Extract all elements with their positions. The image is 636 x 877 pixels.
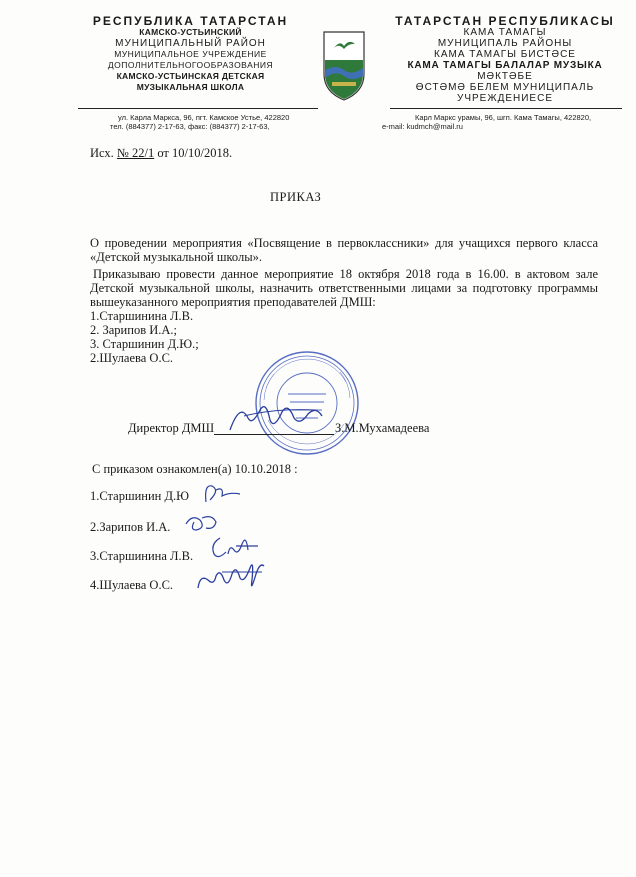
republic-title-ru: РЕСПУБЛИКА ТАТАРСТАН bbox=[92, 14, 289, 28]
institution-kind-ru: ДОПОЛНИТЕЛЬНОГООБРАЗОВАНИЯ bbox=[107, 60, 274, 70]
director-name: З.М.Мухамадеева bbox=[335, 421, 430, 435]
school-name-tt: КАМА ТАМАГЫ БАЛАЛАР МУЗЫКА bbox=[407, 60, 603, 71]
address-right-1: Карл Маркс урамы, 96, шгп. Кама Тамагы, 422820, bbox=[415, 113, 592, 122]
address-left-1: ул. Карла Маркса, 96, пгт. Камское Устье, 422820 bbox=[118, 113, 290, 122]
settlement-tt: КАМА ТАМАГЫ БИСТӘСЕ bbox=[434, 49, 576, 60]
letterhead-right bbox=[390, 16, 620, 104]
director-signature bbox=[226, 396, 326, 436]
school-name-ru: КАМСКО-УСТЬИНСКАЯ ДЕТСКАЯ bbox=[116, 71, 265, 81]
district-type-ru: МУНИЦИПАЛЬНЫЙ РАЙОН bbox=[115, 38, 266, 49]
coat-of-arms-icon bbox=[322, 30, 366, 102]
ref-number: № 22/1 bbox=[116, 146, 155, 160]
list-item: 2.Шулаева О.С. bbox=[90, 351, 174, 365]
document-reference bbox=[90, 146, 232, 160]
list-item: 3. Старшинин Д.Ю.; bbox=[90, 337, 199, 351]
signer-row: 1.Старшинин Д.Ю bbox=[90, 489, 189, 503]
list-item: 1.Старшинина Л.В. bbox=[90, 309, 194, 323]
body-line-1: Приказываю провести данное мероприятие 18 октября 2018 года в 16.00. в актовом зале bbox=[93, 267, 598, 281]
body-line-3: вышеуказанного мероприятия преподавателей ДМШ: bbox=[90, 295, 376, 309]
signer-row: 4.Шулаева О.С. bbox=[90, 578, 174, 592]
district-name-ru: КАМСКО-УСТЬИНСКИЙ bbox=[139, 27, 242, 37]
body-line-2: Детской музыкальной школы, назначить ответственными лицами за подготовку программы bbox=[90, 281, 598, 295]
document-title: ПРИКАЗ bbox=[270, 190, 322, 204]
header-rule-left bbox=[78, 108, 318, 109]
subject-line-2: «Детской музыкальной школы». bbox=[90, 250, 263, 264]
school-type-ru: МУЗЫКАЛЬНАЯ ШКОЛА bbox=[136, 82, 245, 92]
republic-title-tt: ТАТАРСТАН РЕСПУБЛИКАСЫ bbox=[395, 14, 615, 28]
institution-kind-tt: ӨСТӘМӘ БЕЛЕМ МУНИЦИПАЛЬ bbox=[415, 82, 595, 93]
acquaintance-note: С приказом ознакомлен(а) 10.10.2018 : bbox=[92, 462, 298, 476]
signature-mark bbox=[192, 554, 268, 596]
district-type-tt: МУНИЦИПАЛЬ РАЙОНЫ bbox=[437, 38, 573, 49]
address-right-2: e-mail: kudmch@mail.ru bbox=[382, 122, 463, 131]
address-left-2: тел. (884377) 2-17-63, факс: (884377) 2-17-63, bbox=[110, 122, 270, 131]
ref-prefix: Исх. bbox=[90, 146, 114, 160]
ref-date: от 10/10/2018. bbox=[157, 146, 233, 160]
header-rule-right bbox=[390, 108, 622, 109]
school-type-tt: МӘКТӘБЕ bbox=[477, 71, 533, 82]
signer-row: 2.Зарипов И.А. bbox=[90, 520, 171, 534]
letterhead-left bbox=[78, 16, 303, 93]
director-label: Директор ДМШ bbox=[128, 421, 215, 435]
district-name-tt: КАМА ТАМАГЫ bbox=[463, 27, 547, 38]
institution-type-tt: УЧРЕЖДЕНИЕСЕ bbox=[456, 93, 553, 104]
list-item: 2. Зарипов И.А.; bbox=[90, 323, 177, 337]
signature-mark bbox=[200, 478, 244, 506]
subject-line-1: О проведении мероприятия «Посвящение в первоклассники» для учащихся первого класса bbox=[90, 236, 598, 250]
institution-type-ru: МУНИЦИПАЛЬНОЕ УЧРЕЖДЕНИЕ bbox=[114, 49, 267, 59]
signer-row: 3.Старшинина Л.В. bbox=[90, 549, 194, 563]
